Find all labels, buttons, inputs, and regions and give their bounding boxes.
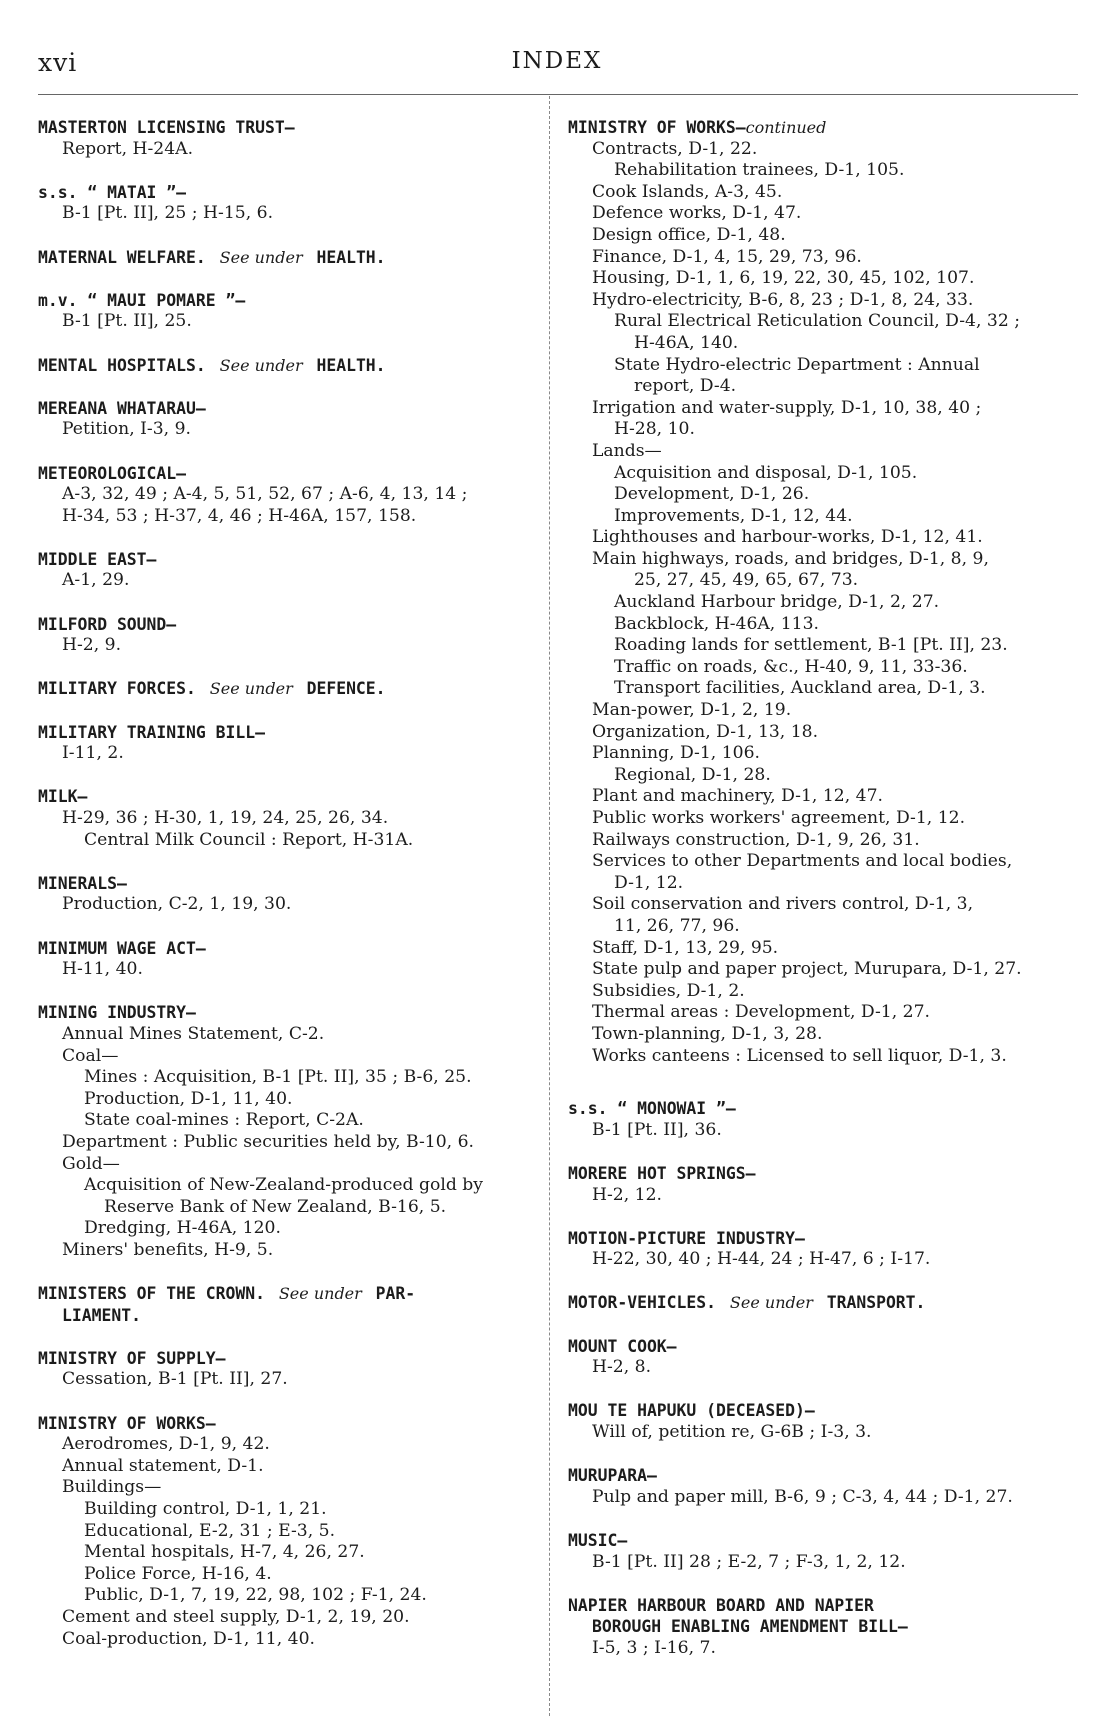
index-entry: [38, 247, 538, 269]
entry-line: H-2, 8.: [592, 1357, 652, 1378]
entry-heading: MILFORD SOUND—: [38, 614, 177, 634]
entry-line: Housing, D-1, 1, 6, 19, 22, 30, 45, 102, 107.: [592, 268, 975, 289]
see-target: PAR-: [375, 1284, 416, 1304]
entry-line: Services to other Departments and local bodies,: [592, 851, 1013, 872]
entry-line: Mines : Acquisition, B-1 [Pt. II], 35 ; B-6, 25.: [84, 1067, 472, 1088]
entry-line: 11, 26, 77, 96.: [614, 915, 740, 936]
see-reference: See under: [209, 679, 293, 699]
entry-line: Town-planning, D-1, 3, 28.: [592, 1023, 823, 1044]
entry-line: I-11, 2.: [62, 743, 124, 764]
entry-line: Mental hospitals, H-7, 4, 26, 27.: [84, 1542, 365, 1563]
entry-line: Lands—: [592, 440, 662, 461]
entry-line: Irrigation and water-supply, D-1, 10, 38, 40 ;: [592, 397, 982, 418]
entry-line: Main highways, roads, and bridges, D-1, 8, 9,: [592, 548, 989, 569]
entry-line: B-1 [Pt. II], 36.: [592, 1119, 722, 1140]
entry-line: D-1, 12.: [614, 872, 684, 893]
entry-line: Coal-production, D-1, 11, 40.: [62, 1628, 315, 1649]
entry-line: report, D-4.: [634, 376, 737, 397]
entry-line: Soil conservation and rivers control, D-1, 3,: [592, 894, 974, 915]
entry-heading: [38, 355, 538, 377]
vessel-prefix: s.s.: [568, 1099, 608, 1119]
entry-line: Lighthouses and harbour-works, D-1, 12, 41.: [592, 527, 983, 548]
entry-heading: MINISTRY OF WORKS—: [38, 1413, 216, 1433]
entry-heading: MINERALS—: [38, 873, 127, 893]
entry-heading: MURUPARA—: [568, 1466, 657, 1486]
entry-line: H-22, 30, 40 ; H-44, 24 ; H-47, 6 ; I-17.: [592, 1249, 931, 1270]
entry-heading: [38, 182, 538, 204]
entry-line: 25, 27, 45, 49, 65, 67, 73.: [634, 570, 859, 591]
entry-line: Production, C-2, 1, 19, 30.: [62, 894, 292, 915]
entry-line: Railways construction, D-1, 9, 26, 31.: [592, 829, 920, 850]
entry-heading-continuation: LIAMENT.: [62, 1305, 141, 1325]
index-entry: [38, 873, 538, 916]
entry-line: Man-power, D-1, 2, 19.: [592, 700, 792, 721]
entry-heading-text: “ MATAI ”—: [77, 182, 187, 202]
entry-line: H-29, 36 ; H-30, 1, 19, 24, 25, 26, 34.: [62, 808, 389, 828]
entry-heading: MIDDLE EAST—: [38, 549, 157, 569]
entry-heading-text: MENTAL HOSPITALS.: [38, 355, 206, 375]
index-entry: [38, 355, 538, 377]
index-entry: [38, 722, 538, 765]
entry-line: State pulp and paper project, Murupara, D-1, 27.: [592, 959, 1022, 980]
entry-line: A-1, 29.: [62, 570, 130, 591]
entry-line: H-28, 10.: [614, 419, 695, 440]
entry-line: Educational, E-2, 31 ; E-3, 5.: [84, 1520, 336, 1541]
entry-line: Cessation, B-1 [Pt. II], 27.: [62, 1369, 288, 1390]
entry-line: Planning, D-1, 106.: [592, 743, 760, 764]
entry-heading: MEREANA WHATARAU—: [38, 398, 206, 418]
entry-heading-text: “ MONOWAI ”—: [607, 1099, 736, 1119]
index-entry: [38, 290, 538, 333]
entry-line: Annual statement, D-1.: [62, 1455, 264, 1476]
index-entry: [38, 1002, 538, 1261]
see-target: DEFENCE.: [306, 679, 386, 699]
index-entry: [38, 678, 538, 700]
index-entry: [568, 1098, 1073, 1141]
entry-heading: MASTERTON LICENSING TRUST—: [38, 118, 295, 137]
entry-line: A-3, 32, 49 ; A-4, 5, 51, 52, 67 ; A-6, 4, 13, 14 ;: [62, 484, 468, 505]
vessel-prefix: m.v.: [38, 290, 78, 310]
entry-heading-text: MATERNAL WELFARE.: [38, 247, 206, 267]
entry-line: B-1 [Pt. II], 25.: [62, 311, 192, 332]
entry-line: Contracts, D-1, 22.: [592, 138, 758, 159]
entry-line: Acquisition of New-Zealand-produced gold by: [84, 1175, 484, 1196]
see-reference: See under: [219, 247, 303, 267]
index-entry: [38, 463, 538, 528]
index-entry: [38, 1413, 538, 1651]
entry-line: H-46A, 140.: [634, 332, 739, 353]
entry-heading: METEOROLOGICAL—: [38, 463, 187, 483]
entry-line: Backblock, H-46A, 113.: [614, 613, 820, 634]
entry-line: Subsidies, D-1, 2.: [592, 980, 745, 1001]
entry-heading: MILITARY TRAINING BILL—: [38, 722, 265, 742]
entry-heading: [38, 290, 538, 312]
entry-line: Production, D-1, 11, 40.: [84, 1088, 293, 1109]
index-entry: [38, 614, 538, 657]
entry-line: Transport facilities, Auckland area, D-1, 3.: [614, 678, 986, 699]
page-header: [0, 42, 1114, 82]
index-entry: [38, 1283, 538, 1326]
entry-line: Cement and steel supply, D-1, 2, 19, 20.: [62, 1606, 410, 1627]
entry-line: Miners' benefits, H-9, 5.: [62, 1239, 274, 1260]
entry-line: Organization, D-1, 13, 18.: [592, 721, 819, 742]
entry-line: Improvements, D-1, 12, 44.: [614, 505, 853, 526]
entry-line: Plant and machinery, D-1, 12, 47.: [592, 786, 883, 807]
entry-line: Staff, D-1, 13, 29, 95.: [592, 937, 779, 958]
index-entry: [568, 1465, 1073, 1508]
entry-line: B-1 [Pt. II], 25 ; H-15, 6.: [62, 203, 274, 224]
entry-line: Annual Mines Statement, C-2.: [62, 1023, 325, 1044]
entry-heading: MINIMUM WAGE ACT—: [38, 938, 206, 958]
entry-heading: MILK—: [38, 787, 88, 807]
entry-line: Department : Public securities held by, B-10, 6.: [62, 1131, 474, 1152]
entry-heading: MINISTRY OF SUPPLY—: [38, 1348, 226, 1368]
entry-heading-text: MOTOR-VEHICLES.: [568, 1293, 717, 1313]
see-target: TRANSPORT.: [826, 1293, 926, 1313]
entry-line: Public, D-1, 7, 19, 22, 98, 102 ; F-1, 24.: [84, 1585, 427, 1606]
entry-heading: NAPIER HARBOUR BOARD AND NAPIER: [568, 1595, 874, 1615]
entry-line: Roading lands for settlement, B-1 [Pt. II], 23.: [614, 635, 1008, 656]
entry-line: Rehabilitation trainees, D-1, 105.: [614, 160, 905, 181]
entry-line: Hydro-electricity, B-6, 8, 23 ; D-1, 8, 24, 33.: [592, 289, 974, 310]
entry-line: Development, D-1, 26.: [614, 484, 810, 505]
entry-line: Works canteens : Licensed to sell liquor, D-1, 3.: [592, 1045, 1007, 1066]
see-reference: See under: [219, 355, 303, 375]
entry-line: Police Force, H-16, 4.: [84, 1563, 272, 1584]
entry-heading: MINING INDUSTRY—: [38, 1003, 196, 1023]
entry-line: H-2, 12.: [592, 1184, 662, 1205]
entry-heading: MUSIC—: [568, 1531, 628, 1550]
entry-heading-text: MILITARY FORCES.: [38, 679, 196, 699]
entry-heading: [568, 1292, 1073, 1314]
entry-line: State coal-mines : Report, C-2A.: [84, 1110, 364, 1131]
page-title: INDEX: [511, 48, 603, 74]
entry-line: Dredging, H-46A, 120.: [84, 1218, 281, 1239]
entry-line: H-2, 9.: [62, 635, 122, 656]
entry-line: H-11, 40.: [62, 959, 143, 980]
index-entry: [568, 1400, 1073, 1443]
entry-line: Auckland Harbour bridge, D-1, 2, 27.: [614, 592, 940, 613]
entry-heading-continuation: BOROUGH ENABLING AMENDMENT BILL—: [592, 1617, 908, 1637]
header-rule: [38, 94, 1078, 95]
index-entry: [38, 938, 538, 981]
entry-heading: [38, 1283, 538, 1305]
index-entry: [568, 117, 1073, 1067]
index-entry: [38, 117, 538, 160]
entry-heading: [38, 247, 538, 269]
entry-line: Rural Electrical Reticulation Council, D-4, 32 ;: [614, 311, 1021, 332]
entry-line: Central Milk Council : Report, H-31A.: [84, 829, 414, 850]
entry-line: Buildings—: [62, 1477, 162, 1498]
entry-line: Gold—: [62, 1153, 120, 1174]
entry-line: Coal—: [62, 1045, 119, 1066]
entry-line: B-1 [Pt. II] 28 ; E-2, 7 ; F-3, 1, 2, 12.: [592, 1551, 906, 1572]
see-target: HEALTH.: [316, 247, 386, 267]
entry-line: I-5, 3 ; I-16, 7.: [592, 1637, 716, 1658]
entry-heading: [568, 1098, 1073, 1120]
entry-heading: [568, 117, 1073, 139]
continued-label: continued: [745, 118, 827, 137]
entry-heading: MOTION-PICTURE INDUSTRY—: [568, 1228, 805, 1248]
entry-heading: [38, 678, 538, 700]
left-column: [38, 117, 538, 1672]
entry-line: Regional, D-1, 28.: [614, 764, 771, 785]
entry-line: Thermal areas : Development, D-1, 27.: [592, 1002, 931, 1023]
entry-line: Reserve Bank of New Zealand, B-16, 5.: [104, 1196, 447, 1217]
entry-line: Defence works, D-1, 47.: [592, 203, 802, 224]
index-entry: [38, 549, 538, 592]
entry-heading-text: “ MAUI POMARE ”—: [77, 290, 246, 310]
page-number: xvi: [38, 48, 78, 77]
index-entry: [568, 1530, 1073, 1573]
entry-heading-text: MINISTRY OF WORKS—: [568, 118, 746, 137]
entry-line: Acquisition and disposal, D-1, 105.: [614, 462, 918, 483]
entry-line: Public works workers' agreement, D-1, 12.: [592, 808, 966, 828]
entry-line: Pulp and paper mill, B-6, 9 ; C-3, 4, 44 ; D-1, 27.: [592, 1486, 1013, 1507]
entry-line: Petition, I-3, 9.: [62, 419, 191, 440]
see-reference: See under: [729, 1293, 813, 1313]
entry-line: Traffic on roads, &c., H-40, 9, 11, 33-36.: [614, 656, 968, 677]
index-entry: [38, 786, 538, 851]
entry-line: Report, H-24A.: [62, 138, 194, 159]
vessel-prefix: s.s.: [38, 182, 78, 202]
index-entry: [38, 182, 538, 225]
entry-line: Finance, D-1, 4, 15, 29, 73, 96.: [592, 246, 862, 267]
entry-heading: MORERE HOT SPRINGS—: [568, 1163, 756, 1183]
entry-line: Aerodromes, D-1, 9, 42.: [62, 1434, 270, 1455]
entry-line: Cook Islands, A-3, 45.: [592, 181, 783, 202]
index-entry: [568, 1336, 1073, 1379]
see-target: HEALTH.: [316, 355, 386, 375]
entry-line: Design office, D-1, 48.: [592, 224, 786, 245]
index-entry: [38, 398, 538, 441]
entry-line: Will of, petition re, G-6B ; I-3, 3.: [592, 1422, 872, 1443]
index-entry: [568, 1163, 1073, 1206]
entry-heading-text: MINISTERS OF THE CROWN.: [38, 1284, 265, 1304]
entry-line: State Hydro-electric Department : Annual: [614, 354, 980, 375]
column-divider: [549, 96, 550, 1716]
entry-heading: MOU TE HAPUKU (DECEASED)—: [568, 1401, 815, 1421]
index-entry: [568, 1595, 1073, 1660]
entry-heading: MOUNT COOK—: [568, 1336, 677, 1356]
entry-line: H-34, 53 ; H-37, 4, 46 ; H-46A, 157, 158.: [62, 505, 417, 526]
index-entry: [38, 1348, 538, 1391]
index-entry: [568, 1228, 1073, 1271]
entry-line: Building control, D-1, 1, 21.: [84, 1499, 327, 1519]
right-column: [568, 117, 1073, 1681]
see-reference: See under: [278, 1284, 362, 1304]
index-entry: [568, 1292, 1073, 1314]
